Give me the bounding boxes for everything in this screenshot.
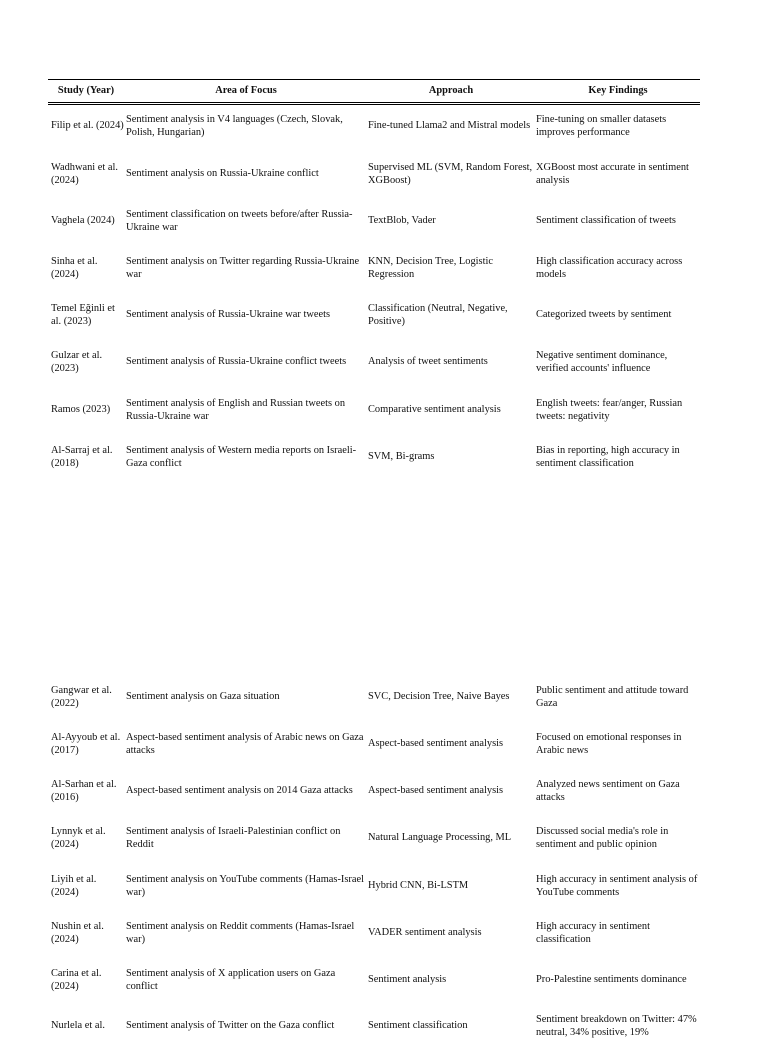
cell-focus: Sentiment analysis of Israeli-Palestinian conflict on Reddit [126,825,341,850]
cell-focus: Sentiment analysis on YouTube comments (Hamas-Israel war) [126,873,364,898]
cell-study: Lynnyk et al. (2024) [51,825,106,850]
cell-findings: Public sentiment and attitude toward Gaza [536,684,689,709]
cell-study: Sinha et al. (2024) [51,255,98,280]
cell-approach: SVM, Bi-grams [368,451,435,463]
cell-focus: Sentiment analysis in V4 languages (Czech, Slovak, Polish, Hungarian) [126,113,343,138]
table-row [48,294,700,336]
cell-approach: Natural Language Processing, ML [368,832,512,844]
cell-approach: Supervised ML (SVM, Random Forest, XGBoost) [368,161,533,186]
cell-focus: Sentiment analysis on Reddit comments (Hamas-Israel war) [126,920,355,945]
cell-approach: Comparative sentiment analysis [368,404,501,416]
cell-findings: High accuracy in sentiment classification [536,920,650,945]
cell-focus: Sentiment analysis of Twitter on the Gaza conflict [126,1020,335,1032]
cell-focus: Sentiment classification on tweets before/after Russia-Ukraine war [126,208,353,233]
cell-study: Wadhwani et al. (2024) [51,161,118,186]
cell-approach: Aspect-based sentiment analysis [368,785,504,797]
cell-findings: Fine-tuning on smaller datasets improves performance [536,113,667,138]
cell-study: Carina et al. (2024) [51,967,102,992]
cell-approach: Sentiment analysis [368,974,447,986]
cell-study: Liyih et al. (2024) [51,873,97,898]
table-row [48,389,700,431]
cell-approach: Aspect-based sentiment analysis [368,738,504,750]
table-row [48,865,700,907]
cell-study: Al-Ayyoub et al. (2017) [51,731,121,756]
cell-findings: Sentiment breakdown on Twitter: 47% neutral, 34% positive, 19% [536,1013,697,1038]
cell-focus: Sentiment analysis of Russia-Ukraine war tweets [126,309,331,321]
cell-findings: Negative sentiment dominance, verified accounts' influence [536,349,668,374]
table-row [48,341,700,383]
table-row [48,770,700,812]
table-row [48,676,700,718]
cell-focus: Aspect-based sentiment analysis of Arabic news on Gaza attacks [126,731,364,756]
cell-focus: Sentiment analysis on Gaza situation [126,691,280,703]
cell-findings: Discussed social media's role in sentiment and public opinion [536,825,669,850]
cell-findings: Sentiment classification of tweets [536,215,676,227]
header-area-of-focus: Area of Focus [215,85,277,97]
cell-focus: Sentiment analysis on Twitter regarding Russia-Ukraine war [126,255,360,280]
cell-findings: High classification accuracy across models [536,255,683,280]
cell-study: Gulzar et al. (2023) [51,349,103,374]
cell-study: Filip et al. (2024) [51,120,124,132]
cell-approach: SVC, Decision Tree, Naive Bayes [368,691,510,703]
table-row [48,817,700,859]
cell-approach: KNN, Decision Tree, Logistic Regression [368,255,493,280]
header-key-findings: Key Findings [588,85,648,97]
table-header-rule [48,102,700,103]
table-header-row [48,80,700,102]
table-row [48,200,700,242]
cell-study: Nushin et al. (2024) [51,920,104,945]
cell-focus: Sentiment analysis of X application users on Gaza conflict [126,967,336,992]
cell-study: Temel Eğinli et al. (2023) [51,302,115,327]
table-row [48,436,700,478]
cell-focus: Sentiment analysis on Russia-Ukraine conflict [126,168,319,180]
cell-focus: Sentiment analysis of Western media reports on Israeli-Gaza conflict [126,444,357,469]
cell-findings: Focused on emotional responses in Arabic news [536,731,682,756]
cell-focus: Sentiment analysis of English and Russian tweets on Russia-Ukraine war [126,397,346,422]
cell-approach: VADER sentiment analysis [368,927,482,939]
table-row [48,959,700,1001]
cell-study: Al-Sarhan et al. (2016) [51,778,117,803]
cell-findings: Analyzed news sentiment on Gaza attacks [536,778,680,803]
cell-approach: Hybrid CNN, Bi-LSTM [368,880,469,892]
table-row [48,1005,700,1047]
cell-focus: Sentiment analysis of Russia-Ukraine conflict tweets [126,356,347,368]
cell-study: Gangwar et al. (2022) [51,684,112,709]
cell-approach: Classification (Neutral, Negative, Positive) [368,302,508,327]
cell-focus: Aspect-based sentiment analysis on 2014 Gaza attacks [126,785,353,797]
table-row [48,153,700,195]
table-row [48,912,700,954]
cell-findings: English tweets: fear/anger, Russian tweets: negativity [536,397,683,422]
cell-study: Nurlela et al. [51,1020,105,1032]
table-row [48,105,700,147]
cell-findings: Bias in reporting, high accuracy in sentiment classification [536,444,680,469]
table-row [48,723,700,765]
cell-approach: Analysis of tweet sentiments [368,356,488,368]
cell-approach: Fine-tuned Llama2 and Mistral models [368,120,531,132]
table-row [48,247,700,289]
header-study: Study (Year) [57,85,115,97]
cell-study: Vaghela (2024) [51,215,115,227]
header-approach: Approach [428,85,474,97]
cell-findings: XGBoost most accurate in sentiment analysis [536,161,689,186]
cell-findings: High accuracy in sentiment analysis of YouTube comments [536,873,698,898]
cell-findings: Categorized tweets by sentiment [536,309,672,321]
cell-study: Al-Sarraj et al. (2018) [51,444,113,469]
cell-approach: TextBlob, Vader [368,215,436,227]
cell-approach: Sentiment classification [368,1020,468,1032]
cell-findings: Pro-Palestine sentiments dominance [536,974,687,986]
cell-study: Ramos (2023) [51,404,111,416]
